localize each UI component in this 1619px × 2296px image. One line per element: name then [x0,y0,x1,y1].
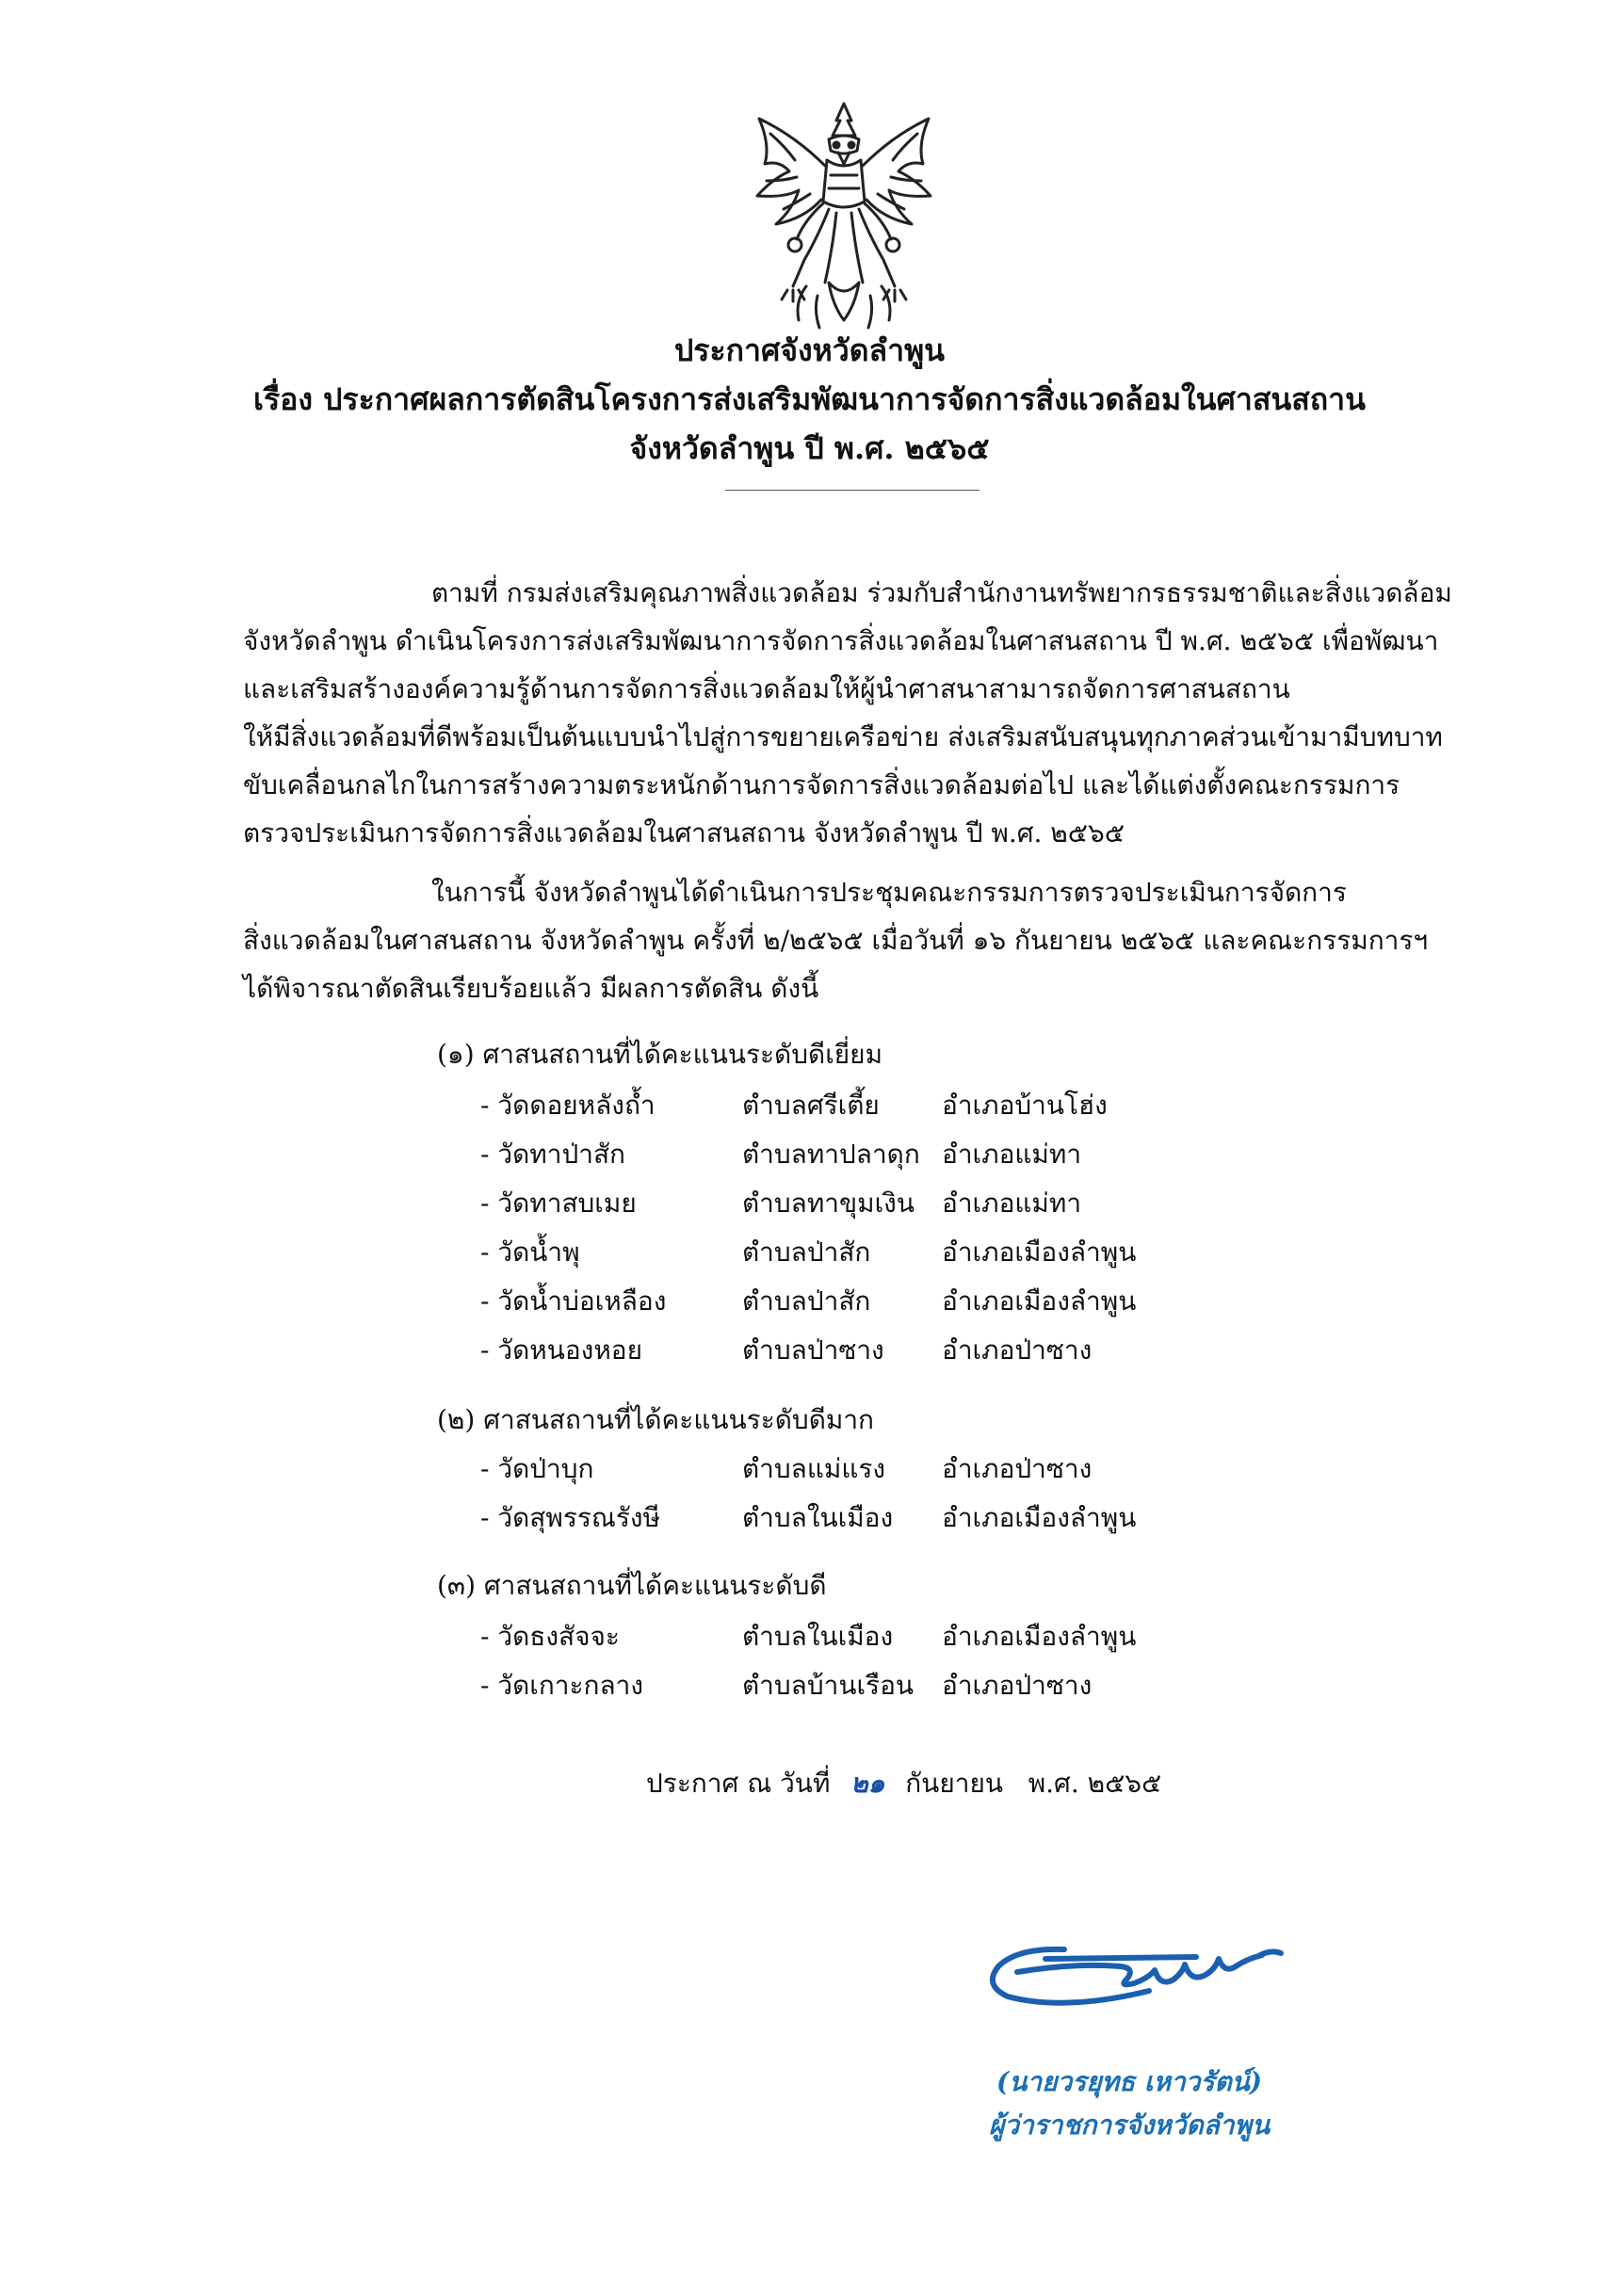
group-heading-very-good: (๒) ศาสนสถานที่ได้คะแนนระดับดีมาก [437,1404,875,1435]
paragraph-line: ได้พิจารณาตัดสินเรียบร้อยแล้ว มีผลการตัดสิน ดังนี้ [243,973,819,1004]
temple-name: - วัดหนองหอย [480,1334,643,1366]
paragraph-line: สิ่งแวดล้อมในศาสนสถาน จังหวัดลำพูน ครั้งที่ ๒/๒๕๖๕ เมื่อวันที่ ๑๖ กันยายน ๒๕๖๕ และคณะกรรมการฯ [243,925,1429,956]
temple-name: - วัดธงสัจจะ [480,1621,620,1652]
tambon-name: ตำบลศรีเตี้ย [742,1090,880,1121]
amphoe-name: อำเภอแม่ทา [942,1139,1082,1170]
paragraph-background [243,569,1477,857]
signatory-name: (นายวรยุทธ เหาวรัตน์) [996,2066,1263,2097]
document-subject-year: จังหวัดลำพูน ปี พ.ศ. ๒๕๖๕ [629,430,990,466]
amphoe-name: อำเภอป่าซาง [942,1334,1093,1366]
tambon-name: ตำบลในเมือง [742,1621,894,1652]
garuda-emblem-icon [738,98,949,331]
tambon-name: ตำบลป่าสัก [742,1285,871,1317]
amphoe-name: อำเภอเมืองลำพูน [942,1621,1137,1652]
amphoe-name: อำเภอเมืองลำพูน [942,1237,1137,1268]
amphoe-name: อำเภอเมืองลำพูน [942,1502,1137,1533]
tambon-name: ตำบลป่าสัก [742,1237,871,1268]
signatory-position: ผู้ว่าราชการจังหวัดลำพูน [988,2110,1271,2141]
temple-name: - วัดทาสบเมย [480,1188,637,1219]
paragraph-line: ในการนี้ จังหวัดลำพูนได้ดำเนินการประชุมคณะกรรมการตรวจประเมินการจัดการ [431,877,1347,908]
announcement-day: ๒๑ [850,1768,885,1799]
group-heading-good: (๓) ศาสนสถานที่ได้คะแนนระดับดี [437,1570,827,1601]
temple-name: - วัดสุพรรณรังษี [480,1502,661,1533]
paragraph-line: ให้มีสิ่งแวดล้อมที่ดีพร้อมเป็นต้นแบบนำไปสู่การขยายเครือข่าย ส่งเสริมสนับสนุนทุกภาคส่วนเข้ามามีบทบาท [243,721,1443,752]
temple-name: - วัดป่าบุก [480,1453,594,1484]
paragraph-line: ขับเคลื่อนกลไกในการสร้างความตระหนักด้านการจัดการสิ่งแวดล้อมต่อไป และได้แต่งตั้งคณะกรรมการ [243,769,1400,800]
paragraph-results-intro [243,868,1477,1012]
paragraph-line: ตามที่ กรมส่งเสริมคุณภาพสิ่งแวดล้อม ร่วมกับสำนักงานทรัพยากรธรรมชาติและสิ่งแวดล้อม [431,577,1452,608]
handwritten-signature [961,1921,1319,2027]
paragraph-line: จังหวัดลำพูน ดำเนินโครงการส่งเสริมพัฒนาการจัดการสิ่งแวดล้อมในศาสนสถาน ปี พ.ศ. ๒๕๖๕ เพื่อพัฒนา [243,625,1439,656]
tambon-name: ตำบลแม่แรง [742,1453,886,1484]
paragraph-line: ตรวจประเมินการจัดการสิ่งแวดล้อมในศาสนสถาน จังหวัดลำพูน ปี พ.ศ. ๒๕๖๕ [243,817,1125,849]
tambon-name: ตำบลทาปลาดุก [742,1139,920,1170]
paragraph-line: และเสริมสร้างองค์ความรู้ด้านการจัดการสิ่งแวดล้อมให้ผู้นำศาสนาสามารถจัดการศาสนสถาน [243,673,1290,704]
announcement-year: พ.ศ. ๒๕๖๕ [1028,1768,1162,1799]
temple-name: - วัดเกาะกลาง [480,1670,644,1701]
temple-name: - วัดน้ำบ่อเหลือง [480,1285,667,1317]
document-title: ประกาศจังหวัดลำพูน [673,332,946,368]
tambon-name: ตำบลในเมือง [742,1502,894,1533]
amphoe-name: อำเภอเมืองลำพูน [942,1285,1137,1317]
amphoe-name: อำเภอป่าซาง [942,1453,1093,1484]
tambon-name: ตำบลทาขุมเงิน [742,1188,915,1219]
tambon-name: ตำบลบ้านเรือน [742,1670,915,1701]
temple-name: - วัดน้ำพุ [480,1237,580,1268]
temple-name: - วัดดอยหลังถ้ำ [480,1090,656,1121]
title-divider [725,490,979,491]
tambon-name: ตำบลป่าซาง [742,1334,884,1366]
announcement-month: กันยายน [905,1768,1003,1799]
document-subject: เรื่อง ประกาศผลการตัดสินโครงการส่งเสริมพัฒนาการจัดการสิ่งแวดล้อมในศาสนสถาน [253,381,1366,417]
amphoe-name: อำเภอแม่ทา [942,1188,1082,1219]
temple-name: - วัดทาป่าสัก [480,1139,625,1170]
announcement-date [646,1763,1161,1804]
group-heading-excellent: (๑) ศาสนสถานที่ได้คะแนนระดับดีเยี่ยม [437,1039,883,1070]
amphoe-name: อำเภอป่าซาง [942,1670,1093,1701]
amphoe-name: อำเภอบ้านโฮ่ง [942,1090,1108,1121]
announcement-prefix: ประกาศ ณ วันที่ [646,1768,831,1799]
